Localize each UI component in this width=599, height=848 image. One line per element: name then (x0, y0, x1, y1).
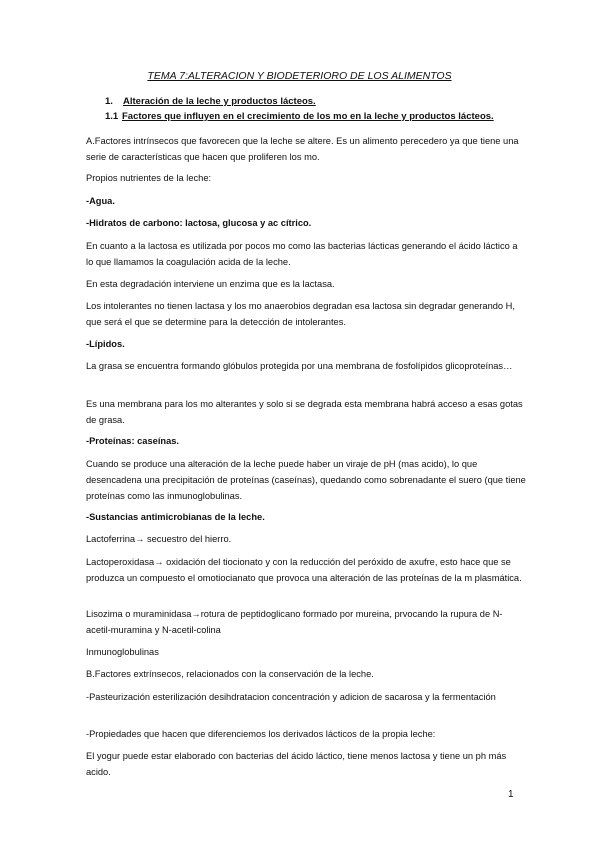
heading-proteins: -Proteínas: caseínas. (86, 436, 180, 446)
section-heading-1-1 (105, 111, 494, 122)
section-heading-1 (105, 96, 316, 107)
heading-antimicrobial: -Sustancias antimicrobianas de la leche. (86, 512, 265, 522)
subsection-number: 1.1 (105, 111, 119, 122)
paragraph-intrinsic-factors: A.Factores intrínsecos que favorecen que la leche se altere. Es un alimento perecedero ya que tiene una serie de características que hacen que proliferen los mo. (86, 136, 519, 162)
heading-carbohydrates: -Hidratos de carbono: lactosa, glucosa y ac cítrico. (86, 218, 312, 228)
paragraph-yogurt: El yogur puede estar elaborado con bacterias del ácido láctico, tiene menos lactosa y tiene un ph más acido. (86, 751, 507, 777)
paragraph-lactose: En cuanto a la lactosa es utilizada por pocos mo como las bacterias lácticas generando el ácido láctico a lo que llamamos la coagulación acida de la leche. (86, 241, 518, 267)
paragraph-fat: La grasa se encuentra formando glóbulos protegida por una membrana de fosfolípidos glicoproteínas… (86, 361, 513, 371)
paragraph-lactase: En esta degradación interviene un enzima que es la lactasa. (86, 279, 335, 289)
heading-lipids: -Lípidos. (86, 339, 125, 349)
paragraph-lysozyme: Lisozima o muraminidasa→rotura de peptidoglicano formado por mureina, prvocando la rupura de N-acetil-muramina y N-acetil-colina (86, 609, 503, 635)
section-number: 1. (105, 96, 113, 107)
paragraph-membrane: Es una membrana para los mo alterantes y solo si se degrada esta membrana habrá acceso a esas gotas de grasa. (86, 399, 523, 425)
paragraph-processing: -Pasteurización esterilización desihdratacion concentración y adicion de sacarosa y la fermentación (86, 692, 496, 702)
paragraph-lactoferrin: Lactoferrina→ secuestro del hierro. (86, 534, 232, 544)
page-number: 1 (508, 789, 514, 800)
paragraph-intolerants: Los intolerantes no tienen lactasa y los mo anaerobios degradan esa lactosa sin degradar generando H, que será el que se determine para la detección de intolerantes. (86, 301, 515, 327)
subsection-title: Factores que influyen en el crecimiento de los mo en la leche y productos lácteos. (122, 111, 494, 122)
paragraph-immunoglobulins: Inmunoglobulinas (86, 647, 159, 657)
section-title: Alteración de la leche y productos lácteos. (123, 96, 316, 107)
paragraph-lactoperoxidase: Lactoperoxidasa→ oxidación del tiocionato y con la reducción del peróxido de axufre, esto hace que se produzca un compuesto el omotiocianato que provoca una alteración de las proteínas de la m plasmática. (86, 557, 522, 583)
paragraph-properties: -Propiedades que hacen que diferenciemos los derivados lácticos de la propia leche: (86, 729, 436, 739)
paragraph-extrinsic-factors: B.Factores extrínsecos, relacionados con la conservación de la leche. (86, 669, 374, 679)
document-title: TEMA 7:ALTERACION Y BIODETERIORO DE LOS ALIMENTOS (147, 70, 452, 82)
heading-agua: -Agua. (86, 196, 115, 206)
paragraph-ph-change: Cuando se produce una alteración de la leche puede haber un viraje de pH (mas acido), lo que desencadena una precipitación de proteínas (caseínas), quedando como sobrenadante el suero (que tiene proteínas como las inmunoglobulinas. (86, 459, 526, 501)
paragraph-nutrients-intro: Propios nutrientes de la leche: (86, 173, 212, 183)
